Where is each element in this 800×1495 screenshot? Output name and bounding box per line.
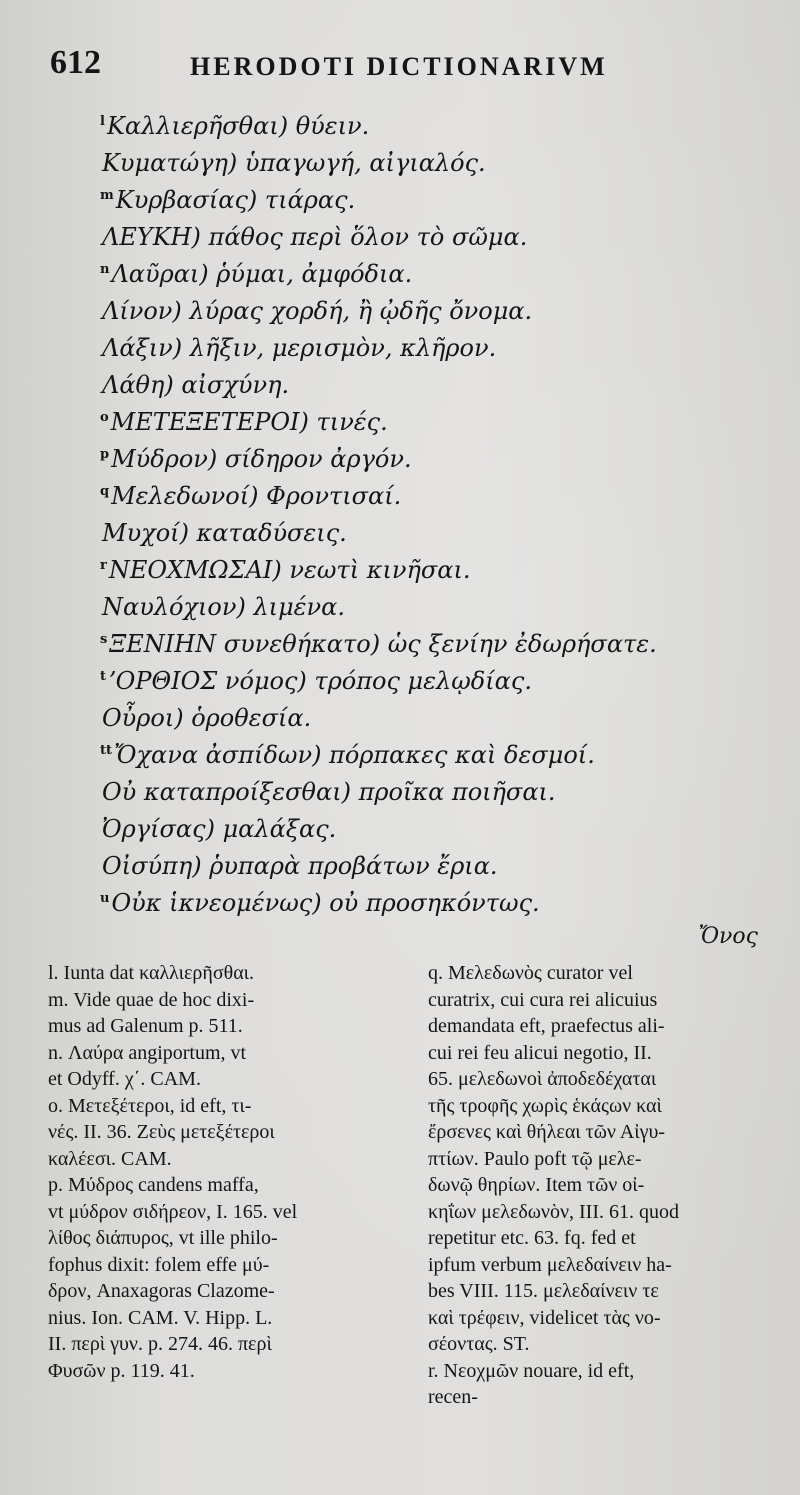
glossary-entry xyxy=(100,108,780,145)
catchword: Ὄνος xyxy=(698,924,758,949)
glossary-text: Λίνον) λύρας χορδή, ἢ ᾠδῆς ὄνομα. xyxy=(102,297,533,325)
glossary-text: Οἰσύπη) ῥυπαρὰ προβάτων ἔρια. xyxy=(102,852,498,880)
glossary-text: Μυχοί) καταδύσεις. xyxy=(102,519,347,547)
footnote-line: πτίων. Paulo poft τῷ μελε- xyxy=(428,1147,642,1170)
glossary-entry xyxy=(100,219,780,256)
footnotes-right-column xyxy=(428,960,766,1411)
glossary-entry xyxy=(100,737,780,774)
footnote-line: repetitur etc. 63. fq. fed et xyxy=(428,1227,636,1249)
footnote-mark: t xyxy=(100,669,107,684)
footnote-line: nius. Ion. CAM. V. Hipp. L. xyxy=(48,1306,273,1329)
footnote-line: o. Μετεξέτεροι, id eft, τι- xyxy=(48,1094,252,1117)
footnotes-left-column xyxy=(48,960,400,1384)
footnote-line: m. Vide quae de hoc dixi- xyxy=(48,988,255,1011)
footnote-line: δρον, Anaxagoras Clazome- xyxy=(48,1280,275,1302)
glossary-entry xyxy=(100,256,780,293)
glossary-text: Οὐκ ἱκνεομένως) οὐ προσηκόντως. xyxy=(111,889,540,917)
glossary-entry xyxy=(100,478,780,515)
glossary-entry xyxy=(100,848,780,885)
glossary-entry xyxy=(100,811,780,848)
footnote-mark: o xyxy=(100,410,109,425)
footnote-line: σέοντας. ST. xyxy=(428,1333,530,1355)
footnote-line: n. Λαύρα angiportum, vt xyxy=(48,1041,247,1064)
glossary-entry xyxy=(100,774,780,811)
footnote-line: cui rei feu alicui negotio, II. xyxy=(428,1041,652,1064)
glossary-entry xyxy=(100,885,780,922)
footnote-line: l. Iunta dat καλλιερῆσθαι. xyxy=(48,962,255,984)
glossary-text: ΛΕΥΚΗ) πάθος περὶ ὅλον τὸ σῶμα. xyxy=(102,223,528,251)
glossary-text: Κυματώγη) ὑπαγωγή, αἰγιαλός. xyxy=(102,149,486,177)
footnote-mark: n xyxy=(100,262,110,277)
glossary-entry xyxy=(100,552,780,589)
footnote-line: et Odyff. χ΄. CAM. xyxy=(48,1068,201,1090)
footnote-line: p. Μύδρος candens maffa, xyxy=(48,1174,259,1196)
footnote-line: r. Νεοχμῶν nouare, id eft, xyxy=(428,1359,635,1382)
footnote-line: καὶ τρέφειν, videlicet τὰς νο- xyxy=(428,1306,661,1329)
glossary-entry xyxy=(100,182,780,219)
glossary-list xyxy=(100,108,780,922)
glossary-entry xyxy=(100,441,780,478)
glossary-text: Λάξιν) λῆξιν, μερισμὸν, κλῆρον. xyxy=(102,334,497,362)
footnote-line: recen- xyxy=(428,1386,478,1408)
glossary-text: Καλλιερῆσθαι) θύειν. xyxy=(106,112,370,140)
footnote-line: 65. μελεδωνοὶ ἀποδεδέχαται xyxy=(428,1068,657,1090)
footnote-line: τῆς τροφῆς χωρὶς ἑκάςων καὶ xyxy=(428,1094,662,1117)
glossary-text: ʼΟΡΘΙΟΣ νόμος) τρόπος μελῳδίας. xyxy=(108,667,532,695)
glossary-entry xyxy=(100,589,780,626)
footnote-mark: u xyxy=(100,891,110,906)
page-header xyxy=(50,44,750,94)
footnote-mark: s xyxy=(100,632,108,647)
glossary-text: ΞΕΝΙΗΝ συνεθήκατο) ὡς ξενίην ἐδωρήσατε. xyxy=(109,630,657,658)
footnote-mark: tt xyxy=(100,743,113,758)
footnotes xyxy=(48,960,766,1480)
footnote-mark: l xyxy=(100,114,105,129)
glossary-text: Ὀργίσας) μαλάξας. xyxy=(102,815,337,843)
footnote-line: fophus dixit: folem effe μύ- xyxy=(48,1253,270,1276)
glossary-text: Λάθη) αἰσχύνη. xyxy=(102,371,290,399)
glossary-text: Οὐ καταπροίξεσθαι) προῖκα ποιῆσαι. xyxy=(102,778,556,806)
glossary-text: Ναυλόχιον) λιμένα. xyxy=(102,593,345,621)
footnote-line: κηΐων μελεδωνὸν, III. 61. quod xyxy=(428,1200,679,1223)
footnote-line: bes VIII. 115. μελεδαίνειν τε xyxy=(428,1280,659,1302)
glossary-entry xyxy=(100,515,780,552)
footnote-mark: m xyxy=(100,188,114,203)
glossary-entry xyxy=(100,367,780,404)
running-head: HERODOTI DICTIONARIVM xyxy=(190,52,608,81)
footnote-line: λίθος διάπυρος, vt ille philo- xyxy=(48,1227,278,1249)
footnote-line: δωνῷ θηρίων. Item τῶν οἰ- xyxy=(428,1174,645,1196)
glossary-entry xyxy=(100,330,780,367)
footnote-line: ipfum verbum μελεδαίνειν ha- xyxy=(428,1253,672,1276)
glossary-entry xyxy=(100,404,780,441)
glossary-entry xyxy=(100,663,780,700)
glossary-entry xyxy=(100,145,780,182)
footnote-line: demandata eft, praefectus ali- xyxy=(428,1015,665,1037)
footnote-line: Φυσῶν p. 119. 41. xyxy=(48,1359,195,1382)
glossary-text: ΜΕΤΕΞΕΤΕΡΟΙ) τινές. xyxy=(110,408,388,436)
glossary-text: ΝΕΟΧΜΩΣΑΙ) νεωτὶ κινῆσαι. xyxy=(108,556,471,584)
page-number: 612 xyxy=(50,44,101,81)
glossary-entry xyxy=(100,700,780,737)
glossary-entry xyxy=(100,293,780,330)
glossary-text: Κυρβασίας) τιάρας. xyxy=(115,186,356,214)
glossary-text: Οὖροι) ὁροθεσία. xyxy=(102,704,312,732)
footnote-mark: p xyxy=(100,447,110,462)
glossary-text: Μελεδωνοί) Φροντισαί. xyxy=(111,482,402,510)
footnote-mark: r xyxy=(100,558,107,573)
glossary-text: Λαῦραι) ῥύμαι, ἀμφόδια. xyxy=(111,260,413,288)
footnote-line: νές. II. 36. Ζεὺς μετεξέτεροι xyxy=(48,1121,275,1143)
footnote-line: q. Μελεδωνὸς curator vel xyxy=(428,962,633,984)
footnote-line: II. περὶ γυν. p. 274. 46. περὶ xyxy=(48,1333,272,1355)
footnote-mark: q xyxy=(100,484,110,499)
glossary-entry xyxy=(100,626,780,663)
footnote-line: ἔρσενες καὶ θήλεαι τῶν Αἰγυ- xyxy=(428,1121,666,1143)
glossary-text: Ὄχανα ἀσπίδων) πόρπακες καὶ δεσμοί. xyxy=(114,741,595,769)
footnote-line: curatrix, cui cura rei alicuius xyxy=(428,988,658,1011)
footnote-line: καλέεσι. CAM. xyxy=(48,1147,172,1170)
glossary-text: Μύδρον) σίδηρον ἀργόν. xyxy=(111,445,412,473)
footnote-line: mus ad Galenum p. 511. xyxy=(48,1015,243,1037)
footnote-line: vt μύδρον σιδήρεον, I. 165. vel xyxy=(48,1200,298,1223)
